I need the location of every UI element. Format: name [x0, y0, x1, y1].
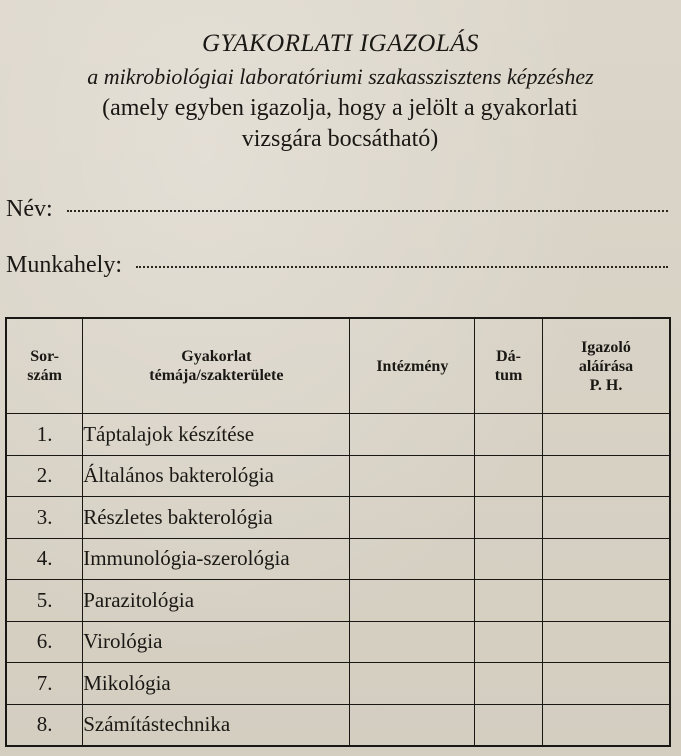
row-number: 7.: [6, 663, 83, 705]
practice-table: [5, 317, 671, 747]
header-topic-line-1: Gyakorlat: [181, 348, 252, 365]
header-date-line-2: tum: [494, 367, 523, 384]
row-date-cell[interactable]: [475, 621, 543, 663]
header-date-line-1: Dá-: [496, 348, 521, 365]
row-number: 6.: [6, 621, 83, 663]
row-topic: Részletes bakterológia: [83, 497, 350, 539]
table-row: [6, 538, 670, 580]
row-topic: Általános bakterológia: [83, 455, 350, 497]
row-date-cell[interactable]: [475, 663, 543, 705]
row-topic: Parazitológia: [83, 580, 350, 622]
header-serial-line-1: Sor-: [30, 348, 59, 365]
row-date-cell[interactable]: [475, 704, 543, 746]
row-institution-cell[interactable]: [350, 704, 475, 746]
table-row: [6, 621, 670, 663]
row-institution-cell[interactable]: [350, 414, 475, 456]
row-number: 8.: [6, 704, 83, 746]
row-signature-cell[interactable]: [542, 455, 670, 497]
row-date-cell[interactable]: [475, 414, 543, 456]
row-date-cell[interactable]: [475, 538, 543, 580]
table-row: [6, 414, 670, 456]
table-row: [6, 580, 670, 622]
header-institution: Intézmény: [350, 318, 475, 414]
row-date-cell[interactable]: [475, 497, 543, 539]
row-institution-cell[interactable]: [350, 455, 475, 497]
row-signature-cell[interactable]: [542, 414, 670, 456]
row-topic: Táptalajok készítése: [83, 414, 350, 456]
document-note: [40, 93, 640, 155]
row-number: 3.: [6, 497, 83, 539]
row-institution-cell[interactable]: [350, 621, 475, 663]
table-row: [6, 704, 670, 746]
row-signature-cell[interactable]: [542, 663, 670, 705]
table-row: [6, 455, 670, 497]
row-topic: Mikológia: [83, 663, 350, 705]
workplace-dotted-line[interactable]: [136, 265, 668, 268]
row-number: 4.: [6, 538, 83, 580]
table-header-row: [6, 318, 670, 414]
name-label: Név:: [6, 196, 53, 222]
header-signature-line-2: aláírása: [578, 357, 634, 375]
note-line-1: (amely egyben igazolja, hogy a jelölt a gyakorlati: [102, 95, 578, 121]
row-topic: Immunológia-szerológia: [83, 538, 350, 580]
name-dotted-line[interactable]: [67, 209, 668, 212]
workplace-label: Munkahely:: [6, 252, 122, 278]
header-signature-line-1: Igazoló: [581, 338, 631, 356]
header-serial-number: [6, 318, 83, 414]
row-institution-cell[interactable]: [350, 580, 475, 622]
row-institution-cell[interactable]: [350, 538, 475, 580]
name-field[interactable]: [6, 196, 668, 223]
row-signature-cell[interactable]: [542, 621, 670, 663]
table-row: [6, 497, 670, 539]
row-number: 2.: [6, 455, 83, 497]
document-title: GYAKORLATI IGAZOLÁS: [202, 30, 479, 57]
row-signature-cell[interactable]: [542, 704, 670, 746]
document-subtitle: a mikrobiológiai laboratóriumi szakasszisztens képzéshez: [87, 64, 594, 89]
row-number: 1.: [6, 414, 83, 456]
table-row: [6, 663, 670, 705]
header-topic: [83, 318, 350, 414]
header-signature-line-3: P. H.: [589, 376, 623, 394]
workplace-field[interactable]: [6, 252, 668, 279]
note-line-2: vizsgára bocsátható): [241, 126, 439, 152]
row-topic: Virológia: [83, 621, 350, 663]
row-signature-cell[interactable]: [542, 538, 670, 580]
header-topic-line-2: témája/szakterülete: [149, 367, 284, 384]
header-serial-line-2: szám: [27, 367, 62, 384]
row-number: 5.: [6, 580, 83, 622]
row-institution-cell[interactable]: [350, 497, 475, 539]
row-signature-cell[interactable]: [542, 497, 670, 539]
row-date-cell[interactable]: [475, 580, 543, 622]
row-topic: Számítástechnika: [83, 704, 350, 746]
row-date-cell[interactable]: [475, 455, 543, 497]
header-signature: [542, 318, 670, 414]
header-date: [475, 318, 543, 414]
row-institution-cell[interactable]: [350, 663, 475, 705]
row-signature-cell[interactable]: [542, 580, 670, 622]
